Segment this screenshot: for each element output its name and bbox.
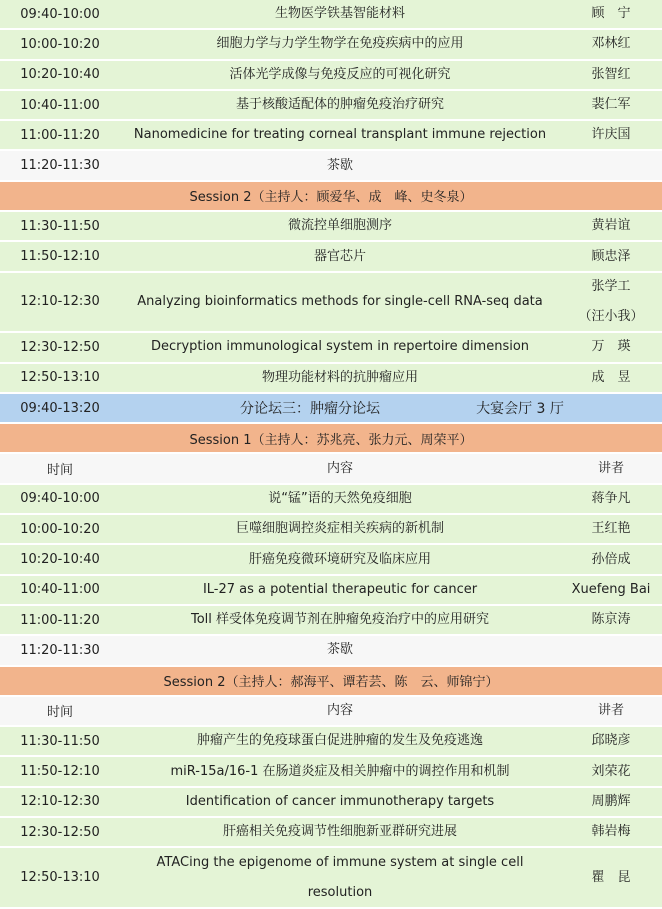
break-row xyxy=(0,151,662,181)
time-cell: 11:30-11:50 xyxy=(20,218,100,234)
speaker-cell xyxy=(560,151,662,179)
topic-cell: 肝癌相关免疫调节性细胞新亚群研究进展 xyxy=(222,824,457,840)
forum-time: 09:40-13:20 xyxy=(20,400,100,416)
topic-cell: 内容 xyxy=(326,702,353,718)
topic-cell: 肝癌免疫微环境研究及临床应用 xyxy=(248,551,431,567)
speaker-cell: 张智红 xyxy=(591,66,631,82)
talk-row xyxy=(0,364,662,394)
session-header xyxy=(0,182,662,212)
time-cell: 时间 xyxy=(46,705,73,721)
talk-row xyxy=(0,121,662,151)
time-cell: 时间 xyxy=(46,463,73,479)
talk-row xyxy=(0,30,662,60)
speaker-cell: 王红艳 xyxy=(591,521,631,537)
time-cell: 11:20-11:30 xyxy=(20,158,100,174)
topic-cell: 茶歇 xyxy=(326,642,353,658)
talk-row xyxy=(0,727,662,757)
topic-cell: 物理功能材料的抗肿瘤应用 xyxy=(261,369,418,385)
topic-cell: 茶歇 xyxy=(326,157,353,173)
topic-cell: 细胞力学与力学生物学在免疫疾病中的应用 xyxy=(216,36,464,52)
column-header-row xyxy=(0,697,662,727)
talk-row xyxy=(0,91,662,121)
time-cell: 10:00-10:20 xyxy=(20,36,100,52)
time-cell: 12:30-12:50 xyxy=(20,339,100,355)
speaker-cell: 讲者 xyxy=(597,460,624,476)
topic-cell: IL-27 as a potential therapeutic for cancer xyxy=(202,581,478,597)
forum-header xyxy=(0,394,662,424)
speaker-cell: 万 瑛 xyxy=(591,339,631,355)
speaker-cell: 顾忠泽 xyxy=(591,248,631,264)
time-cell: 11:30-11:50 xyxy=(20,733,100,749)
time-cell: 12:50-13:10 xyxy=(20,370,100,386)
speaker-cell: 成 昱 xyxy=(591,369,631,385)
topic-cell: 基于核酸适配体的肿瘤免疫治疗研究 xyxy=(235,97,444,113)
forum-name: 分论坛三：肿瘤分论坛 xyxy=(240,401,380,417)
time-cell: 11:50-12:10 xyxy=(20,764,100,780)
topic-cell: miR-15a/16-1 在肠道炎症及相关肿瘤中的调控作用和机制 xyxy=(170,763,510,779)
talk-row xyxy=(0,242,662,272)
topic-cell: 生物医学铁基智能材料 xyxy=(274,6,405,22)
session-title: Session 2（主持人：顾爱华、成 峰、史冬泉） xyxy=(189,190,473,206)
time-cell: 10:20-10:40 xyxy=(20,67,100,83)
time-cell: 10:20-10:40 xyxy=(20,551,100,567)
time-cell: 11:20-11:30 xyxy=(20,642,100,658)
speaker-cell: 张学工 （汪小我） xyxy=(578,278,644,324)
talk-row xyxy=(0,485,662,515)
time-cell: 11:00-11:20 xyxy=(20,612,100,628)
time-cell: 12:50-13:10 xyxy=(20,870,100,886)
column-header-row xyxy=(0,454,662,484)
time-cell: 12:30-12:50 xyxy=(20,824,100,840)
forum-venue: 大宴会厅 3 厅 xyxy=(476,401,564,417)
time-cell: 10:40-11:00 xyxy=(20,582,100,598)
topic-cell: Toll 样受体免疫调节剂在肿瘤免疫治疗中的应用研究 xyxy=(190,612,490,628)
time-cell: 11:50-12:10 xyxy=(20,249,100,265)
talk-row xyxy=(0,515,662,545)
session-title: Session 2（主持人：郝海平、谭若芸、陈 云、师锦宁） xyxy=(163,675,499,691)
time-cell: 09:40-10:00 xyxy=(20,491,100,507)
topic-cell: ATACing the epigenome of immune system at single cell resolution xyxy=(156,854,524,900)
speaker-cell xyxy=(560,636,662,664)
topic-cell: Nanomedicine for treating corneal transplant immune rejection xyxy=(133,127,547,143)
time-cell: 10:00-10:20 xyxy=(20,521,100,537)
talk-row xyxy=(0,0,662,30)
talk-row xyxy=(0,576,662,606)
talk-row xyxy=(0,333,662,363)
topic-cell: 巨噬细胞调控炎症相关疾病的新机制 xyxy=(235,521,444,537)
speaker-cell: 孙倍成 xyxy=(591,551,631,567)
time-cell: 11:00-11:20 xyxy=(20,127,100,143)
speaker-cell: 蒋争凡 xyxy=(591,490,631,506)
topic-cell: Identification of cancer immunotherapy targets xyxy=(185,793,495,809)
talk-row xyxy=(0,61,662,91)
talk-row xyxy=(0,212,662,242)
session-header xyxy=(0,667,662,697)
session-title: Session 1（主持人：苏兆亮、张力元、周荣平） xyxy=(189,432,473,448)
speaker-cell: 韩岩梅 xyxy=(591,824,631,840)
topic-cell: 微流控单细胞测序 xyxy=(287,218,392,234)
talk-row xyxy=(0,757,662,787)
talk-row xyxy=(0,606,662,636)
speaker-cell: 讲者 xyxy=(597,702,624,718)
talk-row xyxy=(0,273,662,334)
talk-row xyxy=(0,818,662,848)
speaker-cell: 周鹏辉 xyxy=(591,793,631,809)
speaker-cell: 裴仁军 xyxy=(591,97,631,113)
topic-cell: Analyzing bioinformatics methods for single-cell RNA-seq data xyxy=(137,293,543,309)
speaker-cell: 邓林红 xyxy=(591,36,631,52)
topic-cell: 器官芯片 xyxy=(313,248,366,264)
speaker-cell: 顾 宁 xyxy=(591,6,631,22)
speaker-cell: 许庆国 xyxy=(591,127,631,143)
topic-cell: 肿瘤产生的免疫球蛋白促进肿瘤的发生及免疫逃逸 xyxy=(196,733,483,749)
time-cell: 12:10-12:30 xyxy=(20,294,100,310)
talk-row xyxy=(0,788,662,818)
speaker-cell: 黄岩谊 xyxy=(591,218,631,234)
talk-row xyxy=(0,545,662,575)
speaker-cell: 邱晓彦 xyxy=(591,733,631,749)
time-cell: 10:40-11:00 xyxy=(20,97,100,113)
speaker-cell: Xuefeng Bai xyxy=(571,581,651,597)
topic-cell: Decryption immunological system in repertoire dimension xyxy=(150,339,530,355)
topic-cell: 说“锰”语的天然免疫细胞 xyxy=(268,490,412,506)
topic-cell: 内容 xyxy=(326,460,353,476)
time-cell: 12:10-12:30 xyxy=(20,794,100,810)
time-cell: 09:40-10:00 xyxy=(20,6,100,22)
break-row xyxy=(0,636,662,666)
topic-cell: 活体光学成像与免疫反应的可视化研究 xyxy=(229,66,451,82)
speaker-cell: 陈京涛 xyxy=(591,612,631,628)
speaker-cell: 刘荣花 xyxy=(591,763,631,779)
session-header xyxy=(0,424,662,454)
speaker-cell: 瞿 昆 xyxy=(591,869,631,885)
